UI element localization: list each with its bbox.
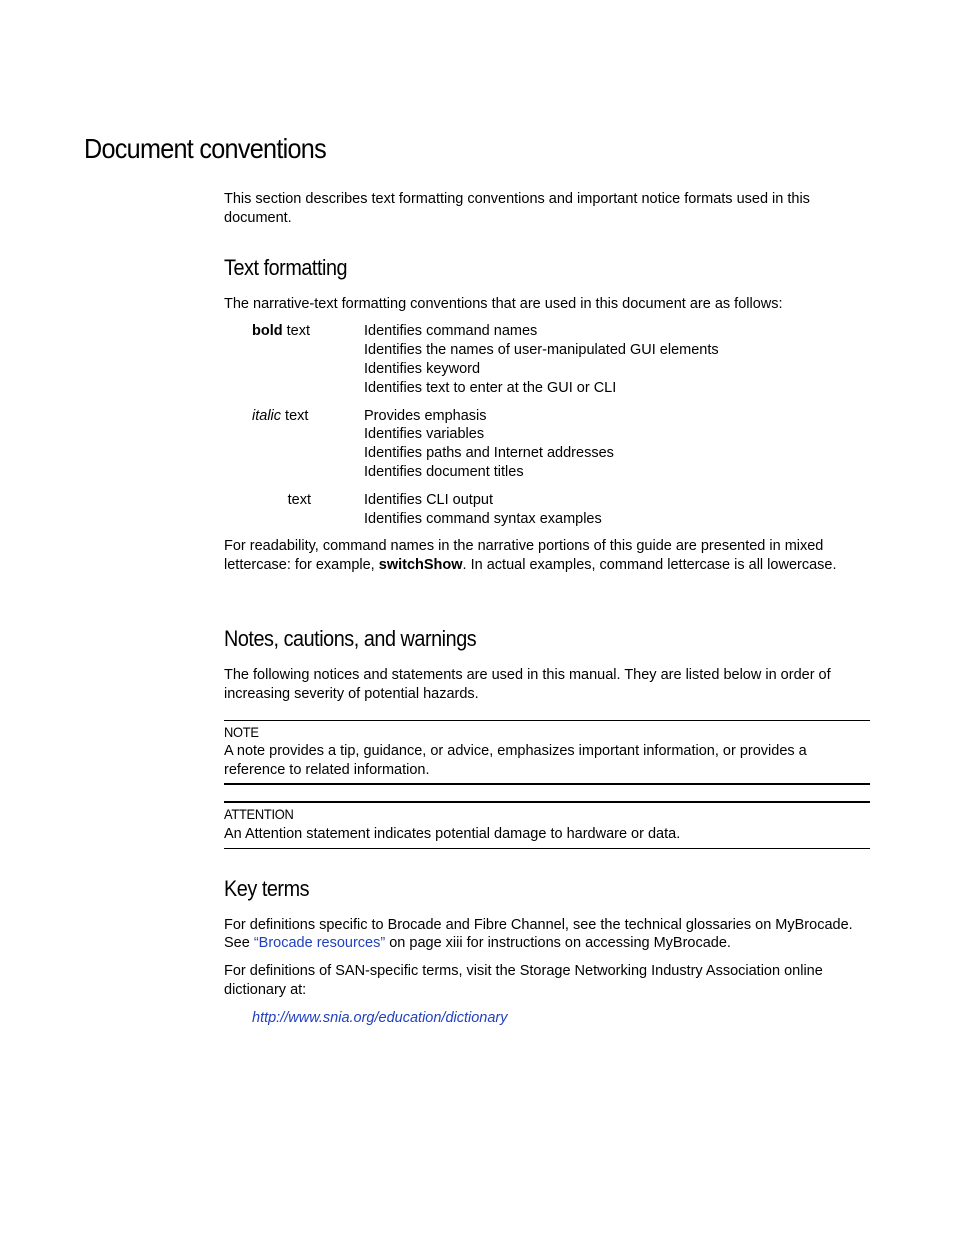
readability-paragraph: [224, 537, 870, 575]
convention-description: Identifies variables: [364, 426, 485, 443]
key-terms-paragraph-2: For definitions of SAN-specific terms, visit the Storage Networking Industry Association online dictionary at:: [224, 963, 823, 998]
key-terms-text-after: on page xiii for instructions on accessing MyBrocade.: [385, 935, 731, 952]
convention-label-styled: italic: [252, 407, 282, 424]
key-terms-text-before: For definitions specific to Brocade and Fibre Channel, see the technical glossaries on MyBrocade. See: [224, 916, 853, 952]
command-example: switchShow: [378, 557, 463, 574]
readability-text-after: . In actual examples, command lettercase is all lowercase.: [462, 557, 837, 574]
convention-description: Identifies command syntax examples: [364, 510, 602, 527]
convention-description: Identifies command names: [364, 323, 538, 340]
text-formatting-lead: The narrative-text formatting conventions that are used in this document are as follows:: [224, 295, 783, 312]
convention-description: Identifies CLI output: [364, 491, 493, 508]
convention-label-rest: text: [287, 491, 311, 508]
convention-code: [252, 491, 870, 529]
convention-label-rest: text: [281, 407, 309, 424]
note-label: NOTE: [224, 723, 259, 740]
convention-italic: [252, 407, 870, 482]
convention-label-styled: bold: [252, 323, 283, 340]
attention-box: [224, 801, 870, 849]
convention-description: Identifies document titles: [364, 463, 524, 480]
convention-description: Identifies keyword: [364, 360, 481, 377]
convention-label: [252, 322, 364, 397]
dictionary-url-line: [252, 1009, 870, 1028]
notes-lead: The following notices and statements are used in this manual. They are listed below in order of increasing severity of potential hazards.: [224, 666, 831, 702]
convention-descriptions: [364, 491, 870, 529]
convention-label-rest: text: [282, 323, 311, 340]
page-title: Document conventions: [84, 133, 326, 164]
notes-heading: Notes, cautions, and warnings: [224, 625, 477, 651]
attention-label: ATTENTION: [224, 805, 294, 822]
convention-description: Identifies text to enter at the GUI or CLI: [364, 379, 617, 396]
note-text: A note provides a tip, guidance, or advice, emphasizes important information, or provides a reference to related information.: [224, 743, 807, 779]
convention-description: Identifies paths and Internet addresses: [364, 445, 614, 462]
readability-text-before: For readability, command names in the narrative portions of this guide are presented in mixed lettercase: for example,: [224, 538, 824, 574]
convention-label: [252, 491, 364, 529]
key-terms-heading: Key terms: [224, 875, 310, 901]
note-box: [224, 720, 870, 785]
conventions-table: [252, 322, 870, 528]
convention-description: Identifies the names of user-manipulated GUI elements: [364, 342, 719, 359]
intro-paragraph: This section describes text formatting conventions and important notice formats used in this document.: [224, 191, 810, 226]
brocade-resources-link[interactable]: “Brocade resources”: [253, 935, 386, 952]
convention-descriptions: [364, 407, 870, 482]
dictionary-link[interactable]: http://www.snia.org/education/dictionary: [252, 1009, 508, 1026]
convention-description: Provides emphasis: [364, 407, 487, 424]
text-formatting-heading: Text formatting: [224, 254, 348, 280]
convention-bold: [252, 322, 870, 397]
convention-descriptions: [364, 322, 870, 397]
convention-label: [252, 407, 364, 482]
attention-text: An Attention statement indicates potential damage to hardware or data.: [224, 825, 681, 842]
main-content: [224, 190, 870, 1028]
key-terms-paragraph-1: [224, 916, 870, 954]
